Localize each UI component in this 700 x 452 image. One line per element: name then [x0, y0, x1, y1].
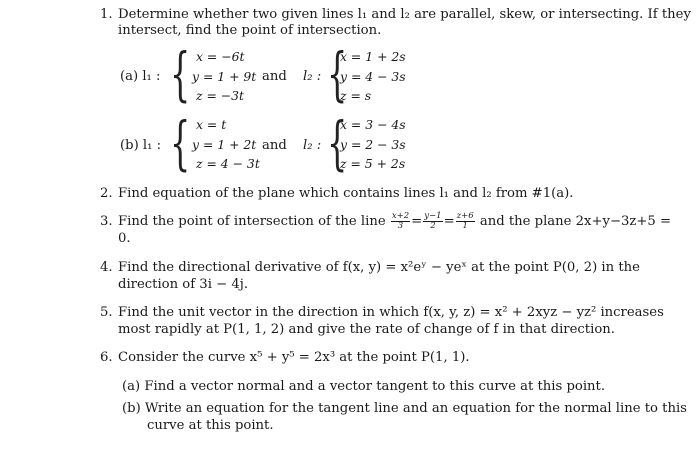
- part-a-l1-eq-y: y = 1 + 9t: [192, 69, 257, 84]
- problem-3-text-after: and the plane 2x+y−3z+5 =: [479, 214, 672, 229]
- fraction-y: [423, 212, 442, 231]
- problem-6-part-b-line1: (b) Write an equation for the tangent line and an equation for the normal line to this: [122, 401, 687, 416]
- part-b-l2-eq-x: x = 3 − 4s: [340, 117, 406, 132]
- part-b-and: and: [262, 138, 287, 153]
- problem-5-line2: most rapidly at P(1, 1, 2) and give the rate of change of f in that direction.: [118, 322, 615, 337]
- problem-4-number: 4.: [100, 260, 113, 275]
- problem-2-text: Find equation of the plane which contains lines l₁ and l₂ from #1(a).: [118, 186, 574, 201]
- fraction-x-denominator: 3: [397, 221, 404, 231]
- problem-6-part-a: (a) Find a vector normal and a vector tangent to this curve at this point.: [122, 379, 606, 394]
- part-a-l2-eq-x: x = 1 + 2s: [340, 49, 406, 64]
- part-b-l1-eq-z: z = 4 − 3t: [196, 156, 260, 171]
- fraction-z-numerator: z+6: [456, 211, 474, 221]
- problem-1-text-line2: intersect, find the point of intersection.: [118, 23, 382, 38]
- problem-3-text-before: Find the point of intersection of the line: [118, 214, 386, 229]
- fraction-z-denominator: 1: [462, 221, 468, 231]
- problem-6-part-b-line2: curve at this point.: [147, 418, 274, 433]
- problem-3-text: Find the point of intersection of the line $\frac{x+2}{3}$ = $\frac{y-1}{2}$ = $\frac{z+6}{1}$ and the plane 2x+y−3z+5 =: [118, 211, 672, 231]
- problem-3-number: 3.: [100, 214, 113, 229]
- fraction-z: [456, 212, 475, 231]
- problem-4-line1: Find the directional derivative of f(x, y) = x²eʸ − yeˣ at the point P(0, 2) in the: [118, 260, 640, 275]
- part-b-l2-brace: {: [327, 109, 348, 177]
- part-a-l1-brace: {: [170, 40, 191, 108]
- part-a-l1-eq-z: z = −3t: [196, 88, 245, 103]
- problem-5-line1: Find the unit vector in the direction in which f(x, y, z) = x² + 2xyz − yz² increases: [118, 305, 664, 320]
- problem-2-number: 2.: [100, 186, 113, 201]
- part-a-and: and: [262, 69, 287, 84]
- fraction-x: [391, 212, 410, 231]
- fraction-y-denominator: 2: [430, 221, 436, 231]
- problem-6-text: Consider the curve x⁵ + y⁵ = 2x³ at the point P(1, 1).: [118, 350, 470, 365]
- part-a-l2-brace: {: [327, 40, 348, 108]
- part-a-l2-eq-y: y = 4 − 3s: [340, 69, 406, 84]
- fraction-x-numerator: x+2: [391, 211, 410, 221]
- part-a-l2-eq-z: z = s: [340, 88, 372, 103]
- part-b-l1-eq-y: y = 1 + 2t: [192, 137, 257, 152]
- problem-6-number: 6.: [100, 350, 113, 365]
- problem-4-line2: direction of 3i − 4j.: [118, 277, 249, 292]
- problem-1-text-line1: Determine whether two given lines l₁ and l₂ are parallel, skew, or intersecting. If they: [118, 7, 691, 22]
- part-b-l1-eq-x: x = t: [196, 117, 227, 132]
- problem-5-number: 5.: [100, 305, 113, 320]
- fraction-y-numerator: y−1: [424, 211, 442, 221]
- part-b-l1-brace: {: [170, 109, 191, 177]
- problem-1-number: 1.: [100, 7, 113, 22]
- part-b-l2-eq-z: z = 5 + 2s: [340, 156, 406, 171]
- part-a-label: (a) l₁ :: [120, 69, 161, 84]
- problem-3-line2: 0.: [118, 231, 131, 246]
- part-b-label: (b) l₁ :: [120, 138, 162, 153]
- part-b-l2-eq-y: y = 2 − 3s: [340, 137, 406, 152]
- part-b-l2-label: l₂ :: [303, 138, 322, 153]
- part-a-l2-label: l₂ :: [303, 69, 322, 84]
- part-a-l1-eq-x: x = −6t: [196, 49, 245, 64]
